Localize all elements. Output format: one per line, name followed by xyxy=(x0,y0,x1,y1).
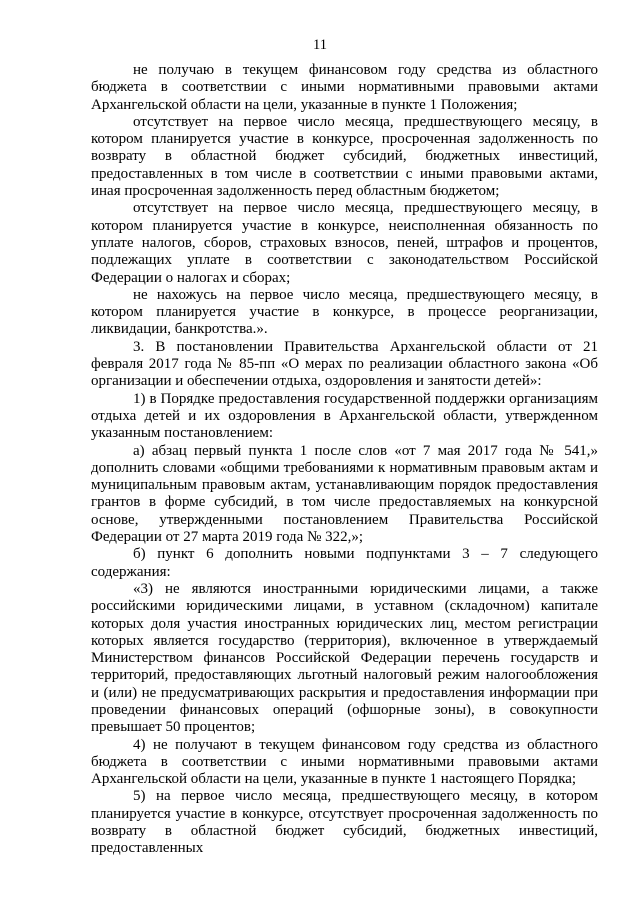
paragraph: отсутствует на первое число месяца, предшествующего месяцу, в котором планируется участие в конкурсе, неисполненная обязанность по уплате налогов, сборов, страховых взносов, пеней, штрафов и процентов, подлежащих уплате в соответствии с законодательством Российской Федерации о налогах и сборах; xyxy=(91,200,598,286)
paragraph: 3. В постановлении Правительства Архангельской области от 21 февраля 2017 года № 85-пп «О мерах по реализации областного закона «Об организации и обеспечении отдыха, оздоровления и занятости детей»: xyxy=(91,338,598,390)
paragraph: а) абзац первый пункта 1 после слов «от 7 мая 2017 года № 541,» дополнить словами «общими требованиями к нормативным правовым актам и муниципальным правовым актам, устанавливающим порядок предоставления грантов в форме субсидий, в том числе предоставляемых на конкурсной основе, утвержденными постановлением Правительства Российской Федерации от 27 марта 2019 года № 322,»; xyxy=(91,442,598,546)
paragraph: 1) в Порядке предоставления государственной поддержки организациям отдыха детей и их оздоровления в Архангельской области, утвержденном указанным постановлением: xyxy=(91,390,598,442)
paragraph: 4) не получают в текущем финансовом году средства из областного бюджета в соответствии с иными нормативными правовыми актами Архангельской области на цели, указанные в пункте 1 настоящего Порядка; xyxy=(91,736,598,788)
paragraph: не получаю в текущем финансовом году средства из областного бюджета в соответствии с иными нормативными правовыми актами Архангельской области на цели, указанные в пункте 1 Положения; xyxy=(91,62,598,113)
paragraph: не нахожусь на первое число месяца, предшествующего месяцу, в котором планируется участие в конкурсе, в процессе реорганизации, ликвидации, банкротства.». xyxy=(91,286,598,338)
paragraph: 5) на первое число месяца, предшествующего месяцу, в котором планируется участие в конкурсе, отсутствует просроченная задолженность по возврату в областной бюджет субсидий, бюджетных инвестиций, предоставленных xyxy=(91,788,598,857)
paragraph: б) пункт 6 дополнить новыми подпунктами 3 – 7 следующего содержания: xyxy=(91,546,598,580)
paragraph: отсутствует на первое число месяца, предшествующего месяцу, в котором планируется участие в конкурсе, просроченная задолженность по возврату в областной бюджет субсидий, бюджетных инвестиций, предоставленных в том числе в соответствии с иными правовыми актами, иная просроченная задолженность перед областным бюджетом; xyxy=(91,113,598,200)
document-body xyxy=(91,62,598,858)
paragraph: «3) не являются иностранными юридическими лицами, а также российскими юридическими лицами, в уставном (складочном) капитале которых доля участия иностранных юридических лиц, местом регистрации которых является государство (территория), включенное в утверждаемый Министерством финансов Российской Федерации перечень государств и территорий, предоставляющих льготный налоговый режим налогообложения и (или) не предусматривающих раскрытия и предоставления информации при проведении финансовых операций (офшорные зоны), в совокупности превышает 50 процентов; xyxy=(91,580,598,736)
page-number: 11 xyxy=(313,37,327,53)
